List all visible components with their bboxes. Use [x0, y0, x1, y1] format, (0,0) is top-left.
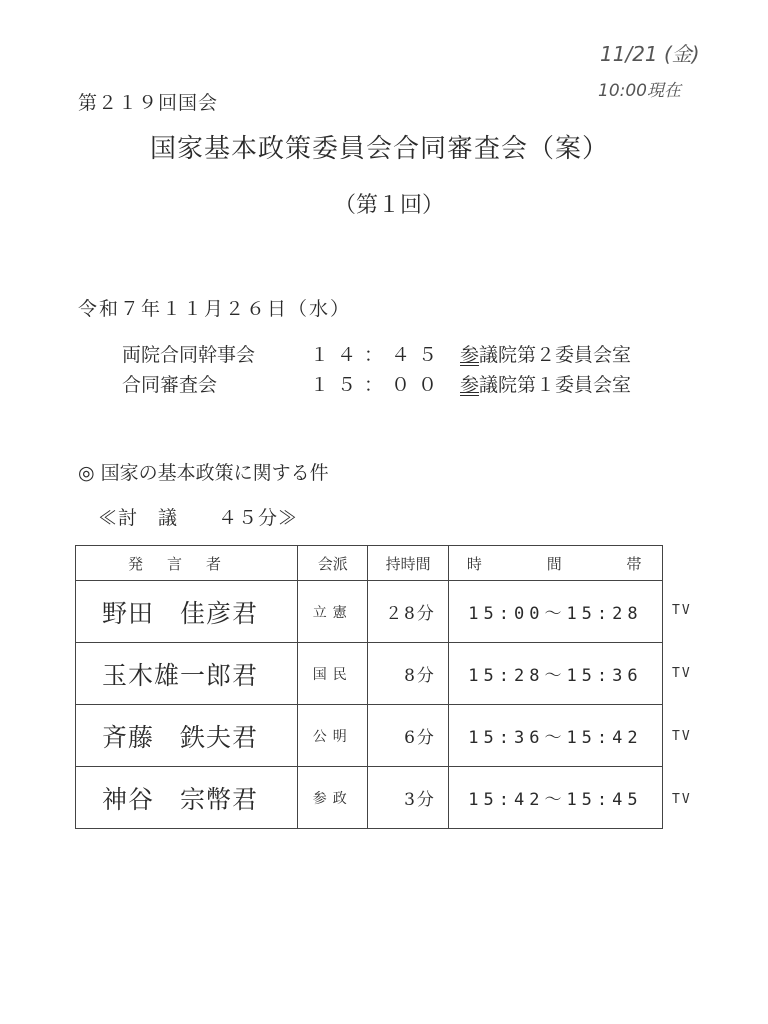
tv-marker: TV — [672, 666, 692, 681]
meeting-date: 令和７年１１月２６日（水） — [78, 298, 352, 320]
room-prefix: 参 — [460, 344, 480, 366]
allotted-time: 3分 — [368, 767, 448, 829]
table-row — [76, 581, 663, 643]
schedule-room — [460, 370, 631, 397]
allotted-time: ２8分 — [368, 581, 448, 643]
document-title: 国家基本政策委員会合同審査会（案） — [150, 134, 610, 164]
tv-marker: TV — [672, 792, 692, 807]
speaker-party: 国民 — [298, 643, 368, 705]
table-header-row — [76, 546, 663, 581]
speaker-party: 参政 — [298, 767, 368, 829]
time-slot: 15:28～15:36 — [448, 643, 662, 705]
room-rest: 議院第２委員会室 — [479, 344, 632, 366]
session-label: 第２１９回国会 — [78, 92, 219, 114]
room-prefix: 参 — [460, 374, 480, 396]
speaker-party: 立憲 — [298, 581, 368, 643]
speaker-name: 斉藤 鉄夫君 — [76, 705, 298, 767]
meeting-round: （第１回） — [334, 193, 445, 218]
header-slot-char: 帯 — [626, 554, 642, 573]
speaker-name: 玉木雄一郎君 — [76, 643, 298, 705]
schedule-event: 両院合同幹事会 — [122, 344, 256, 366]
schedule-time: １５：００ — [310, 374, 446, 396]
header-slot-char: 時 — [466, 554, 482, 573]
header-slot-char: 間 — [546, 554, 562, 573]
speakers-table — [75, 545, 663, 829]
allotted-time: 8分 — [368, 643, 448, 705]
allotted-time: 6分 — [368, 705, 448, 767]
agenda-item: ◎ 国家の基本政策に関する件 — [78, 462, 329, 484]
table-row — [76, 767, 663, 829]
header-time-slot — [448, 546, 662, 581]
time-slot: 15:42～15:45 — [448, 767, 662, 829]
time-slot: 15:00～15:28 — [448, 581, 662, 643]
table-row — [76, 705, 663, 767]
header-speaker: 発言者 — [76, 546, 298, 581]
tv-marker: TV — [672, 729, 692, 744]
debate-duration: ≪討 議 ４５分≫ — [98, 507, 299, 529]
schedule-event: 合同審査会 — [122, 374, 218, 396]
schedule-room — [460, 340, 631, 367]
schedule-row — [0, 370, 768, 396]
handwritten-note-status: 10:00現在 — [598, 81, 681, 101]
speaker-name: 野田 佳彦君 — [76, 581, 298, 643]
schedule-row — [0, 340, 768, 366]
time-slot: 15:36～15:42 — [448, 705, 662, 767]
header-party: 会派 — [298, 546, 368, 581]
table-row — [76, 643, 663, 705]
speaker-name: 神谷 宗幣君 — [76, 767, 298, 829]
header-allotted: 持時間 — [368, 546, 448, 581]
schedule-time: １４：４５ — [310, 344, 446, 366]
speaker-party: 公明 — [298, 705, 368, 767]
handwritten-note-date: 11/21 (金) — [600, 42, 700, 66]
room-rest: 議院第１委員会室 — [479, 374, 632, 396]
tv-marker: TV — [672, 603, 692, 618]
